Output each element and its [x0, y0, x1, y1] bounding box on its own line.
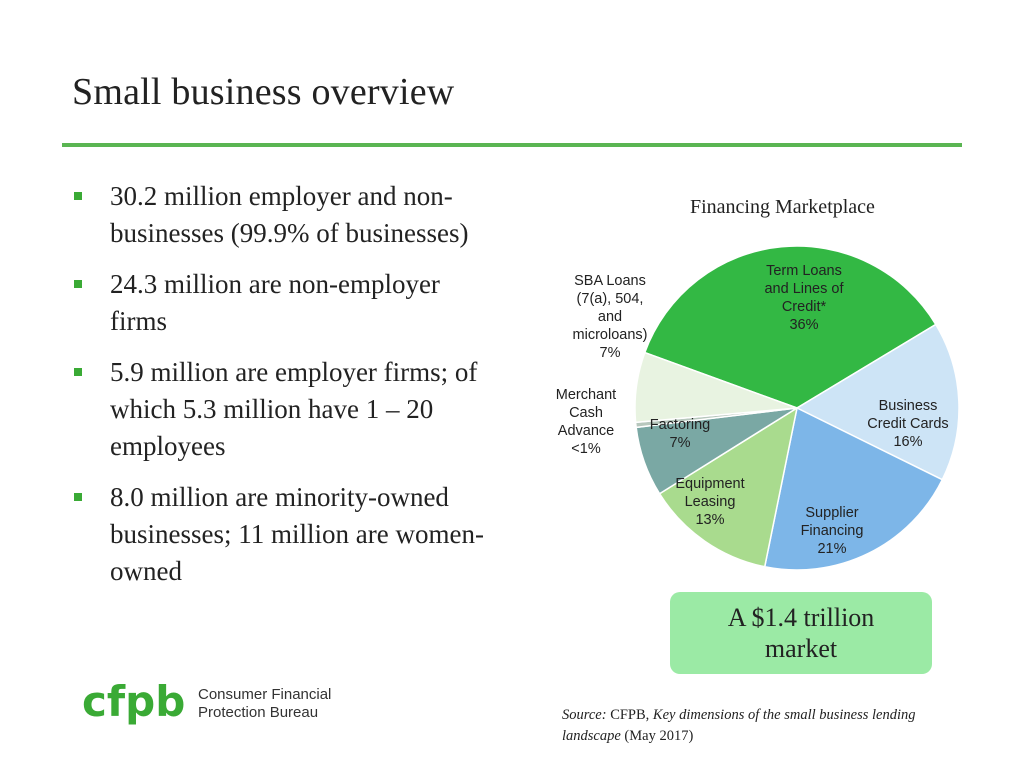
page-title: Small business overview: [72, 71, 455, 113]
source-citation: [562, 705, 972, 747]
logo-line-2: Protection Bureau: [198, 704, 319, 721]
slice-label: Equipment Leasing 13%: [675, 476, 745, 528]
chart-title: Financing Marketplace: [690, 196, 875, 218]
bullet-text: 30.2 million employer and non-businesses (99.9% of businesses): [110, 181, 469, 248]
slice-label: Business Credit Cards 16%: [867, 398, 949, 450]
logo-mark: cfpb: [82, 680, 186, 726]
callout-line-2: market: [764, 634, 838, 663]
source-date: (May 2017): [624, 728, 694, 744]
source-prefix: Source:: [562, 707, 607, 723]
bullet-text: 8.0 million are minority-owned businesses; 11 million are women-owned: [110, 482, 484, 586]
slice-label: Factoring 7%: [649, 417, 711, 451]
bullet-text: 24.3 million are non-employer firms: [110, 269, 440, 336]
slice-label: SBA Loans (7(a), 504, and microloans) 7%: [572, 273, 648, 361]
slice-label: Supplier Financing 21%: [800, 505, 864, 557]
logo-line-1: Consumer Financial: [198, 686, 332, 703]
market-size-callout: [670, 592, 932, 674]
slice-label: Merchant Cash Advance <1%: [555, 387, 617, 457]
source-title: Key dimensions of the small business lending landscape: [562, 707, 916, 744]
callout-line-1: A $1.4 trillion: [727, 603, 875, 632]
slice-label: Term Loans and Lines of Credit* 36%: [764, 263, 844, 333]
logo-text: [198, 686, 331, 722]
bullet-text: 5.9 million are employer firms; of which 5.3 million have 1 – 20 employees: [110, 357, 478, 461]
source-org: CFPB,: [610, 707, 650, 723]
cfpb-logo-icon: [82, 680, 192, 730]
